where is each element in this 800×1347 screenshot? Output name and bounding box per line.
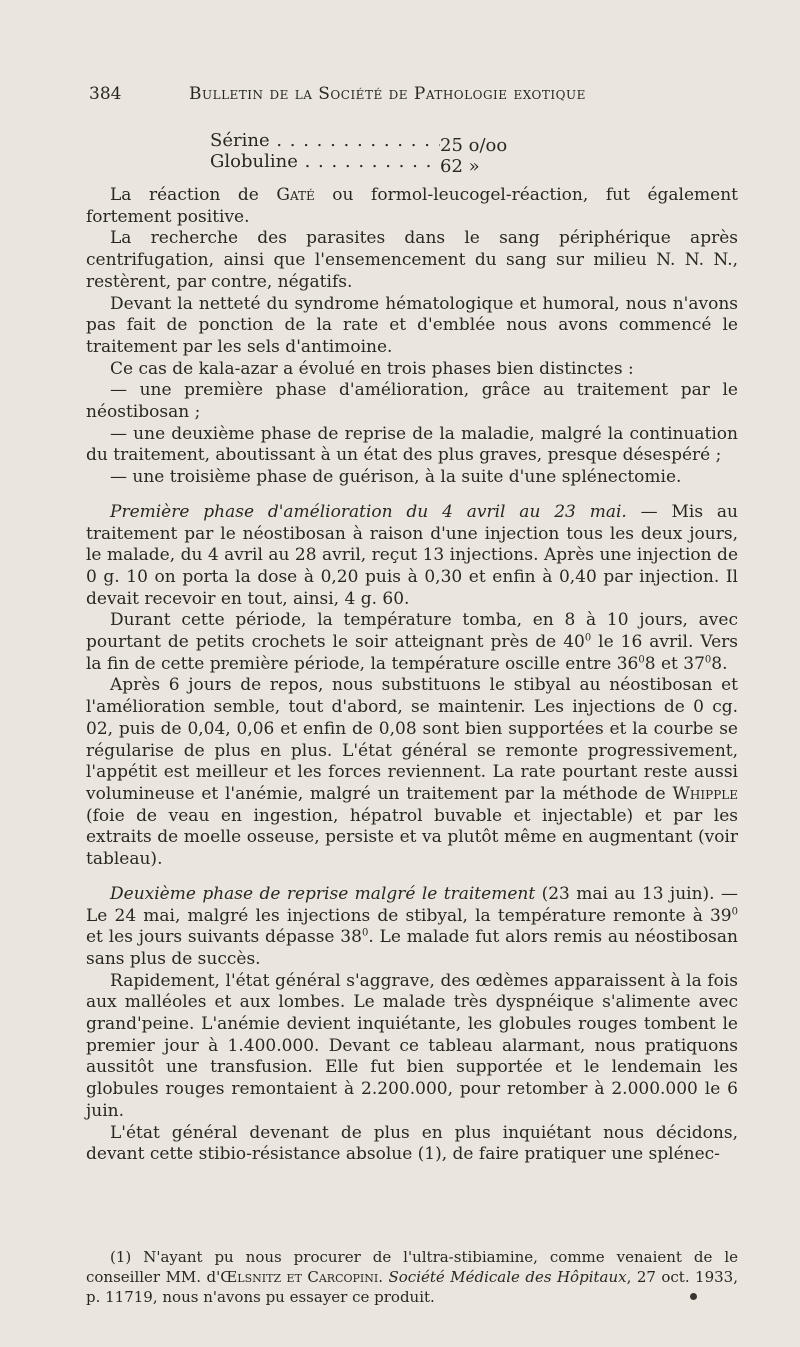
author-names: Œlsnitz et Carcopini [220, 1268, 379, 1286]
row-label: Sérine . . . [210, 130, 440, 151]
page-header [89, 84, 739, 104]
author-name: Whipple [672, 783, 738, 804]
body-text [86, 185, 738, 1166]
paragraph: Durant cette période, la température tomba, en 8 à 10 jours, avec pourtant de petits crochets le soir atteignant près de $40^0$ le 16 avril. Vers la fin de cette première période, la température oscille entre $36^08$ et $37^08$. [86, 610, 739, 674]
paragraph: Après 6 jours de repos, nous substituons le stibyal au néostibosan et l'amélioration semble, tout d'abord, se maintenir. Les injections de 0 cg. 02, puis de 0,04, 0,06 et enfin de 0,08 sont bien supportées et la courbe se régularise de plus en plus. L'état général se remonte progressivement, l'appétit est meilleur et les forces reviennent. La rate pourtant reste aussi volumineuse et l'anémie, malgré un traitement par la méthode de Whipple (foie de veau en ingestion, hépatrol buvable et injectable) et par les extraits de moelle osseuse, persiste et va plutôt même en augmentant (voir tableau). [86, 675, 738, 870]
paragraph: Première phase d'amélioration du 4 avril au 23 mai. — Mis au traitement par le néostibosan à raison d'une injection tous les deux jours, le malade, du 4 avril au 28 avril, reçut 13 injections. Après une injection de 0 g. 10 on porta la dose à 0,20 puis à 0,30 et enfin à 0,40 par injection. Il devait recevoir en tout, ainsi, 4 g. 60. [86, 501, 738, 609]
footnote: (1) N'ayant pu nous procurer de l'ultra-stibiamine, comme venaient de le conseiller MM. d'Œlsnitz et Carcopini. Société Médicale des Hôpitaux, 27 oct. 1933, p. 11719, nous n'avons pu essayer ce produit. [86, 1248, 738, 1306]
running-title: Bulletin de la Société de Pathologie exotique [189, 84, 586, 104]
paragraph: La réaction de Gaté ou formol-leucogel-réaction, fut également fortement positive. [86, 185, 739, 227]
paragraph: Devant la netteté du syndrome hématologique et humoral, nous n'avons pas fait de ponction de la rate et d'emblée nous avons commencé le traitement par les sels d'antimoine. [86, 293, 738, 357]
paragraph: — une troisième phase de guérison, à la suite d'une splénectomie. [110, 467, 682, 488]
page-number: 384 [89, 84, 122, 104]
paragraph: Deuxième phase de reprise malgré le traitement (23 mai au 13 juin). — Le 24 mai, malgré les injections de stibyal, la température remonte à $39^0$ et les jours suivants dépasse $38^0$. Le malade fut alors remis au néostibosan sans plus de succès. [86, 883, 738, 969]
table-row-globuline [210, 151, 540, 175]
row-label: Globuline . . . [210, 151, 440, 172]
ink-speck [690, 1293, 697, 1300]
paragraph: L'état général devenant de plus en plus inquiétant nous décidons, devant cette stibio-résistance absolue (1), de faire pratiquer une splénec- [86, 1122, 738, 1165]
row-value: 62 » [440, 156, 480, 177]
section-title: Deuxième phase de reprise malgré le traitement [110, 883, 536, 904]
paragraph: Ce cas de kala-azar a évolué en trois phases bien distinctes : [110, 358, 634, 379]
author-name: Gaté [276, 185, 315, 205]
section-title: Première phase d'amélioration du 4 avril au 23 mai. [110, 501, 627, 522]
paragraph: La recherche des parasites dans le sang périphérique après centrifugation, ainsi que l'ensemencement du sang sur milieu N. N. N., restèrent, par contre, négatifs. [86, 228, 738, 292]
paragraph: — une première phase d'amélioration, grâce au traitement par le néostibosan ; [86, 380, 738, 423]
paragraph: Rapidement, l'état général s'aggrave, des œdèmes apparaissent à la fois aux malléoles et aux lombes. Le malade très dyspnéique s'alimente avec grand'peine. L'anémie devient inquiétante, les globules rouges tombent le premier jour à 1.400.000. Devant ce tableau alarmant, nous pratiquons aussitôt une transfusion. Elle fut bien supportée et le lendemain les globules rouges remontaient à 2.200.000, pour retomber à 2.000.000 le 6 juin. [86, 970, 738, 1121]
paragraph: — une deuxième phase de reprise de la maladie, malgré la continuation du traitement, aboutissant à un état des plus graves, presque désespéré ; [86, 423, 738, 466]
row-value: 25 o/oo [440, 135, 508, 156]
journal-title: Société Médicale des Hôpitaux [388, 1268, 627, 1286]
